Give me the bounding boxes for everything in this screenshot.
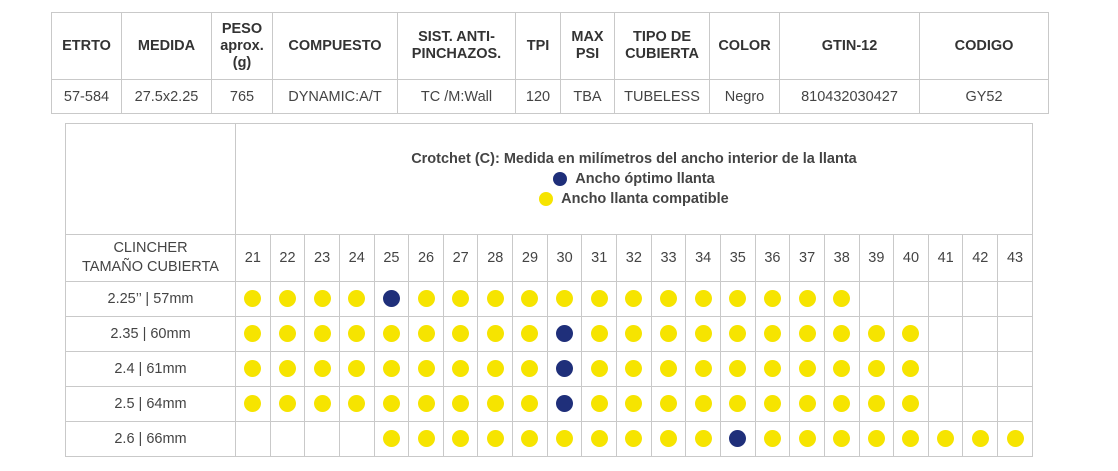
compatible-dot-icon [972, 430, 989, 447]
compatible-dot-icon [418, 290, 435, 307]
compat-cell [443, 352, 478, 387]
width-header-cell: 34 [686, 235, 721, 282]
compat-cell [963, 387, 998, 422]
compatible-dot-icon [452, 360, 469, 377]
compat-cell [270, 387, 305, 422]
compat-cell [478, 387, 513, 422]
compatible-dot-icon [660, 290, 677, 307]
compat-cell [686, 387, 721, 422]
compat-cell [755, 422, 790, 457]
spec-value-cell: 810432030427 [780, 80, 920, 114]
size-compatibility-table [65, 123, 1033, 457]
compat-cell [963, 352, 998, 387]
compatible-dot-icon [591, 290, 608, 307]
compatible-dot-icon [764, 325, 781, 342]
compat-cell [409, 317, 444, 352]
compat-cell [998, 387, 1033, 422]
spec-value-cell: GY52 [920, 80, 1049, 114]
compat-cell [928, 387, 963, 422]
width-header-cell: 41 [928, 235, 963, 282]
compat-cell [998, 317, 1033, 352]
compat-cell [686, 317, 721, 352]
spec-header-cell: CODIGO [920, 13, 1049, 80]
compat-cell [339, 282, 374, 317]
compat-cell [443, 422, 478, 457]
compat-cell [859, 387, 894, 422]
size-row [66, 387, 1033, 422]
optimal-dot-icon [556, 325, 573, 342]
compatible-dot-icon [695, 395, 712, 412]
width-header-cell: 38 [824, 235, 859, 282]
compatible-dot-icon [314, 360, 331, 377]
compatible-dot-icon [314, 325, 331, 342]
optimal-dot-icon [729, 430, 746, 447]
compatible-dot-icon [625, 325, 642, 342]
compat-cell [790, 282, 825, 317]
optimal-dot-icon [553, 172, 567, 186]
compat-cell [928, 317, 963, 352]
compat-cell [755, 282, 790, 317]
compat-cell [513, 422, 548, 457]
compatible-dot-icon [868, 430, 885, 447]
compatible-dot-icon [660, 395, 677, 412]
compatible-dot-icon [660, 430, 677, 447]
compatible-dot-icon [383, 430, 400, 447]
compat-cell [894, 387, 929, 422]
compat-cell [824, 282, 859, 317]
compatible-dot-icon [452, 325, 469, 342]
compatible-dot-icon [591, 430, 608, 447]
compatible-dot-icon [521, 290, 538, 307]
width-header-cell: 36 [755, 235, 790, 282]
compatible-dot-icon [625, 395, 642, 412]
chart-title-cell [236, 124, 1033, 235]
spec-value-row [52, 80, 1049, 114]
compat-cell [582, 422, 617, 457]
compatible-dot-icon [764, 430, 781, 447]
legend-optimal [236, 169, 1032, 189]
spec-table [51, 12, 1049, 114]
compatible-dot-icon [418, 325, 435, 342]
compat-cell [617, 387, 652, 422]
width-header-cell: 23 [305, 235, 340, 282]
compat-cell [374, 282, 409, 317]
compat-cell [894, 352, 929, 387]
compat-cell [374, 352, 409, 387]
compatible-dot-icon [383, 360, 400, 377]
title-row [66, 124, 1033, 235]
compat-cell [478, 352, 513, 387]
compatible-dot-icon [487, 325, 504, 342]
compatible-dot-icon [937, 430, 954, 447]
compat-cell [928, 422, 963, 457]
spec-header-cell: TIPO DE CUBIERTA [615, 13, 710, 80]
compat-cell [270, 352, 305, 387]
compatible-dot-icon [487, 360, 504, 377]
compat-cell [478, 282, 513, 317]
compatible-dot-icon [348, 290, 365, 307]
clincher-size-header: CLINCHER TAMAÑO CUBIERTA [66, 235, 236, 282]
spec-header-cell: COLOR [710, 13, 780, 80]
compat-cell [236, 317, 271, 352]
compat-cell [547, 317, 582, 352]
compatible-dot-icon [348, 395, 365, 412]
compat-cell [963, 422, 998, 457]
compat-cell [755, 352, 790, 387]
compat-cell [547, 282, 582, 317]
compat-cell [617, 317, 652, 352]
compatible-dot-icon [868, 395, 885, 412]
compat-cell [894, 422, 929, 457]
compat-cell [894, 317, 929, 352]
compatible-dot-icon [279, 325, 296, 342]
compat-cell [894, 282, 929, 317]
compat-cell [270, 317, 305, 352]
compat-cell [790, 317, 825, 352]
compat-cell [824, 387, 859, 422]
compatible-dot-icon [279, 290, 296, 307]
size-row-label: 2.4 | 61mm [66, 352, 236, 387]
compat-cell [582, 387, 617, 422]
compatible-dot-icon [729, 395, 746, 412]
width-header-row [66, 235, 1033, 282]
compatible-dot-icon [314, 395, 331, 412]
spec-header-cell: PESO aprox. (g) [212, 13, 273, 80]
compatible-dot-icon [902, 430, 919, 447]
width-header-cell: 26 [409, 235, 444, 282]
compatible-dot-icon [556, 430, 573, 447]
compatible-dot-icon [764, 395, 781, 412]
spec-value-cell: 120 [516, 80, 561, 114]
compat-cell [651, 387, 686, 422]
compat-cell [374, 317, 409, 352]
spec-header-cell: GTIN-12 [780, 13, 920, 80]
compatible-dot-icon [244, 325, 261, 342]
compat-cell [998, 352, 1033, 387]
compatible-dot-icon [833, 395, 850, 412]
width-header-cell: 39 [859, 235, 894, 282]
compat-cell [859, 352, 894, 387]
compatible-dot-icon [695, 290, 712, 307]
compat-cell [236, 352, 271, 387]
compatible-dot-icon [539, 192, 553, 206]
compatible-dot-icon [902, 325, 919, 342]
compat-cell [409, 352, 444, 387]
width-header-cell: 22 [270, 235, 305, 282]
compat-cell [409, 422, 444, 457]
compatible-dot-icon [799, 360, 816, 377]
spec-header-row [52, 13, 1049, 80]
compat-cell [686, 352, 721, 387]
compatible-dot-icon [660, 360, 677, 377]
width-header-cell: 28 [478, 235, 513, 282]
compatible-dot-icon [348, 325, 365, 342]
optimal-dot-icon [556, 395, 573, 412]
compat-cell [339, 387, 374, 422]
spec-header-cell: MAX PSI [561, 13, 615, 80]
compatible-dot-icon [868, 360, 885, 377]
compat-cell [790, 387, 825, 422]
optimal-dot-icon [383, 290, 400, 307]
compat-cell [651, 317, 686, 352]
compatible-dot-icon [487, 395, 504, 412]
width-header-cell: 37 [790, 235, 825, 282]
compat-cell [824, 352, 859, 387]
width-header-cell: 31 [582, 235, 617, 282]
compatible-dot-icon [244, 290, 261, 307]
spec-header-cell: MEDIDA [122, 13, 212, 80]
compat-cell [547, 387, 582, 422]
spec-value-cell: Negro [710, 80, 780, 114]
compat-cell [374, 422, 409, 457]
compatible-dot-icon [383, 395, 400, 412]
width-header-cell: 24 [339, 235, 374, 282]
compat-cell [686, 282, 721, 317]
width-header-cell: 33 [651, 235, 686, 282]
empty-corner-cell [66, 124, 236, 235]
chart-title: Crotchet (C): Medida en milímetros del ancho interior de la llanta [411, 151, 857, 167]
compat-cell [651, 282, 686, 317]
compat-cell [617, 282, 652, 317]
compatible-dot-icon [521, 430, 538, 447]
compatible-dot-icon [729, 360, 746, 377]
spec-value-cell: 765 [212, 80, 273, 114]
compat-cell [270, 422, 305, 457]
spec-value-cell: TBA [561, 80, 615, 114]
compat-cell [236, 282, 271, 317]
compat-cell [547, 352, 582, 387]
width-header-cell: 21 [236, 235, 271, 282]
size-row [66, 282, 1033, 317]
compatible-dot-icon [799, 290, 816, 307]
compatible-dot-icon [625, 430, 642, 447]
size-row-label: 2.35 | 60mm [66, 317, 236, 352]
compat-cell [582, 317, 617, 352]
width-header-cell: 25 [374, 235, 409, 282]
compat-cell [582, 282, 617, 317]
compatible-dot-icon [868, 325, 885, 342]
compat-cell [651, 422, 686, 457]
compatible-dot-icon [521, 360, 538, 377]
compat-cell [963, 282, 998, 317]
compat-cell [305, 317, 340, 352]
compat-cell [720, 387, 755, 422]
spec-value-cell: 57-584 [52, 80, 122, 114]
compatible-dot-icon [799, 395, 816, 412]
compatible-dot-icon [729, 290, 746, 307]
compatible-dot-icon [799, 325, 816, 342]
compat-cell [270, 282, 305, 317]
compatible-dot-icon [521, 325, 538, 342]
compatible-dot-icon [591, 325, 608, 342]
width-header-cell: 29 [513, 235, 548, 282]
compatible-dot-icon [764, 360, 781, 377]
compat-cell [305, 282, 340, 317]
spec-value-cell: TUBELESS [615, 80, 710, 114]
width-header-cell: 43 [998, 235, 1033, 282]
width-header-cell: 27 [443, 235, 478, 282]
compatible-dot-icon [625, 290, 642, 307]
compat-cell [859, 422, 894, 457]
compat-cell [755, 387, 790, 422]
compatible-dot-icon [487, 290, 504, 307]
compat-cell [305, 422, 340, 457]
spec-value-cell: 27.5x2.25 [122, 80, 212, 114]
compatible-dot-icon [244, 395, 261, 412]
compat-cell [617, 422, 652, 457]
size-row-label: 2.6 | 66mm [66, 422, 236, 457]
compatible-dot-icon [902, 360, 919, 377]
compat-cell [513, 352, 548, 387]
compatible-dot-icon [625, 360, 642, 377]
compatible-dot-icon [521, 395, 538, 412]
width-header-cell: 40 [894, 235, 929, 282]
compatible-dot-icon [452, 395, 469, 412]
compat-cell [478, 422, 513, 457]
compatible-dot-icon [1007, 430, 1024, 447]
compatible-dot-icon [591, 395, 608, 412]
compatible-dot-icon [902, 395, 919, 412]
width-header-cell: 30 [547, 235, 582, 282]
compatible-dot-icon [833, 290, 850, 307]
compat-cell [374, 387, 409, 422]
compatible-dot-icon [833, 360, 850, 377]
compat-cell [409, 282, 444, 317]
compat-cell [790, 352, 825, 387]
compat-cell [824, 317, 859, 352]
compatible-dot-icon [279, 360, 296, 377]
compat-cell [513, 317, 548, 352]
compatible-dot-icon [279, 395, 296, 412]
compatible-dot-icon [487, 430, 504, 447]
compat-cell [478, 317, 513, 352]
compat-cell [928, 282, 963, 317]
compatible-dot-icon [418, 430, 435, 447]
compatible-dot-icon [695, 360, 712, 377]
compatible-dot-icon [452, 290, 469, 307]
compatible-dot-icon [348, 360, 365, 377]
compat-cell [720, 422, 755, 457]
legend-compatible-label: Ancho llanta compatible [561, 191, 729, 207]
size-row [66, 352, 1033, 387]
compatible-dot-icon [591, 360, 608, 377]
compat-cell [513, 387, 548, 422]
compat-cell [617, 352, 652, 387]
compat-cell [339, 422, 374, 457]
compat-cell [547, 422, 582, 457]
compatible-dot-icon [314, 290, 331, 307]
compatible-dot-icon [695, 430, 712, 447]
width-header-cell: 35 [720, 235, 755, 282]
compatible-dot-icon [418, 360, 435, 377]
compat-cell [443, 387, 478, 422]
compatible-dot-icon [833, 430, 850, 447]
compatible-dot-icon [418, 395, 435, 412]
compat-cell [720, 317, 755, 352]
size-row-label: 2.25’’ | 57mm [66, 282, 236, 317]
width-header-cell: 42 [963, 235, 998, 282]
compat-cell [305, 352, 340, 387]
compat-cell [236, 387, 271, 422]
spec-header-cell: TPI [516, 13, 561, 80]
compatible-dot-icon [729, 325, 746, 342]
compat-cell [443, 317, 478, 352]
legend-optimal-label: Ancho óptimo llanta [575, 171, 715, 187]
compatible-dot-icon [452, 430, 469, 447]
size-row [66, 317, 1033, 352]
compatible-dot-icon [383, 325, 400, 342]
compat-cell [790, 422, 825, 457]
compat-cell [859, 282, 894, 317]
compatible-dot-icon [695, 325, 712, 342]
optimal-dot-icon [556, 360, 573, 377]
width-header-cell: 32 [617, 235, 652, 282]
compatible-dot-icon [799, 430, 816, 447]
compatible-dot-icon [764, 290, 781, 307]
legend-compatible [236, 189, 1032, 209]
compat-cell [305, 387, 340, 422]
compatible-dot-icon [556, 290, 573, 307]
compat-cell [339, 317, 374, 352]
compat-cell [755, 317, 790, 352]
compat-cell [720, 282, 755, 317]
compat-cell [824, 422, 859, 457]
compatible-dot-icon [660, 325, 677, 342]
compatible-dot-icon [833, 325, 850, 342]
compat-cell [720, 352, 755, 387]
compat-cell [963, 317, 998, 352]
size-row [66, 422, 1033, 457]
compat-cell [339, 352, 374, 387]
compat-cell [582, 352, 617, 387]
spec-header-cell: COMPUESTO [273, 13, 398, 80]
spec-value-cell: DYNAMIC:A/T [273, 80, 398, 114]
compat-cell [998, 282, 1033, 317]
spec-value-cell: TC /M:Wall [398, 80, 516, 114]
spec-header-cell: ETRTO [52, 13, 122, 80]
compat-cell [443, 282, 478, 317]
compatible-dot-icon [244, 360, 261, 377]
compat-cell [686, 422, 721, 457]
spec-header-cell: SIST. ANTI- PINCHAZOS. [398, 13, 516, 80]
compat-cell [859, 317, 894, 352]
compat-cell [928, 352, 963, 387]
compat-cell [236, 422, 271, 457]
compat-cell [409, 387, 444, 422]
compat-cell [998, 422, 1033, 457]
compat-cell [513, 282, 548, 317]
compat-cell [651, 352, 686, 387]
size-row-label: 2.5 | 64mm [66, 387, 236, 422]
